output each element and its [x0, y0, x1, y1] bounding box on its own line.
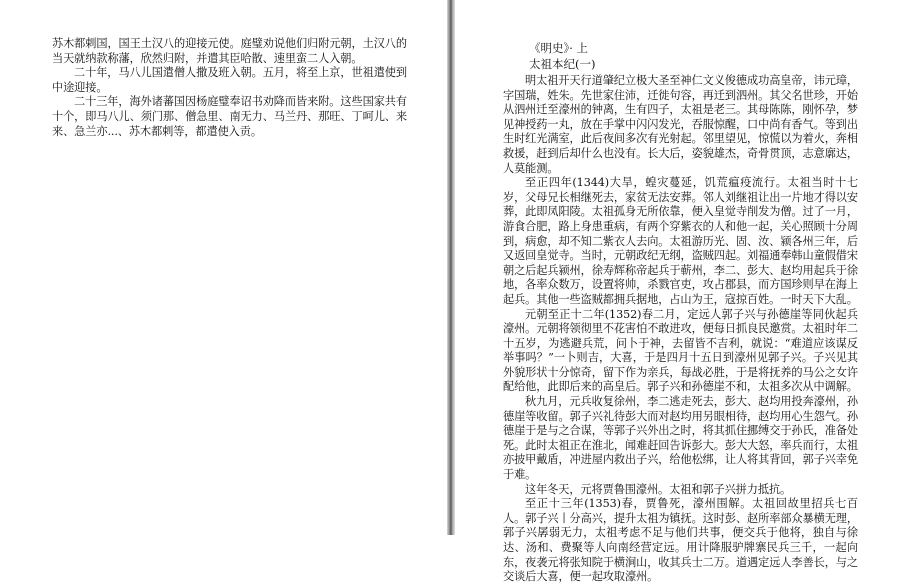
section-heading: 太祖本纪(一) [529, 57, 596, 71]
paragraph: 至正十三年(1353)春，贾鲁死，濠州围解。太祖回故里招兵七百人。郭子兴丨分高兴，提升太祖为镇抚。这时彭、赵所率部众暴横无理，郭子兴孱弱无力，太祖考虑不足与他们共事，便交兵于他将，独自与徐达、汤和、费聚等人向南经营定远。用计降服驴牌寨民兵三千，一起向东，夜袭元将张知院于横涧山，收其兵士二万。道遇定远人李善长，与之交谈后大喜，便一起攻取濠州。 [503, 497, 858, 584]
paragraph: 苏木都剌国，国王土汉八的迎接元使。庭璧劝说他们归附元朝，土汉八的当天就纳款称藩，欣然归附，并遣其臣哈散、速里蛮二人入朝。 [52, 37, 407, 65]
paragraph: 明太祖开天行道肇纪立极大圣至神仁文义俊德成功高皇帝，讳元璋，字国瑞，姓朱。先世家住沛，迁徙句容，再迁到泗州。其父名世珍，开始从泗州迁至濠州的钟离，生有四子，太祖是老三。其母陈陈，刚怀孕，梦见神授药一丸，放在手掌中闪闪发光，吞服惊醒，口中尚有香气。等到出生时红光满室，此后夜间多次有光射起。邻里望见，惊慌以为着火，奔相救援，赶到后却什么也没有。长大后，姿貌雄杰，奇骨贯顶，志意廓达，人莫能测。 [503, 74, 858, 175]
book-title: 《明史》· 上 [529, 41, 589, 55]
right-page [455, 0, 900, 584]
left-page [0, 0, 447, 535]
paragraph: 元朝至正十二年(1352)春二月，定远人郭子兴与孙德崖等同伙起兵濠州。元朝将领彻里不花害怕不敢进攻，便每日抓良民邀赏。太祖时年二十五岁，为逃避兵荒，问卜于神，去留皆不吉利，就说：“难道应该谋反举事吗？”一卜则吉，大喜，于是四月十五日到濠州见郭子兴。子兴见其外貌形状十分惊奇，留下作为亲兵，每战必胜，于是将抚养的马公之女许配给他，此即后来的高皇后。郭子兴和孙德崖不和，太祖多次从中调解。 [503, 307, 858, 394]
paragraph: 二十年，马八儿国遣僧人撒及班入朝。五月，将至上京，世祖遣使到中途迎接。 [52, 66, 407, 94]
paragraph: 至正四年(1344)大旱，蝗灾蔓延，饥荒瘟疫流行。太祖当时十七岁，父母兄长相继死去，家贫无法安葬。邻人刘继祖让出一片地才得以安葬，此即凤阳陵。太祖孤身无所依靠，便入皇觉寺削发为僧。过了一月，游食合肥，路上身患重病，有两个穿紫衣的人和他一起，关心照顾十分周到，病愈，却不知二紫衣人去向。太祖游历光、固、汝、颍各州三年，后又返回皇觉寺。当时，元朝政纪无纲，盗贼四起。刘福通奉韩山童假借宋朝之后起兵颍州，徐寿辉称帝起兵于蕲州，李二、彭大、赵均用起兵于徐地，各率众数万，设置将帅，杀戮官吏，攻占郡县，而方国珍则早在海上起兵。其他一些盗贼都拥兵据地，占山为王，寇掠百姓。一时天下大乱。 [503, 176, 858, 306]
page-gutter [447, 0, 455, 535]
paragraph: 秋九月，元兵收复徐州，李二逃走死去，彭大、赵均用投奔濠州，孙德崖等收留。郭子兴礼待彭大而对赵均用另眼相待，赵均用心生怨气。孙德崖于是与之合谋，等郭子兴外出之时，将其抓住挪缚交于孙氏，准备处死。此时太祖正在淮北，闻难赶回告诉彭大。彭大大怒，率兵而行，太祖亦披甲戴盾，冲进屋内救出子兴，给他松绑，让人将其背回，郭子兴幸免于难。 [503, 395, 858, 482]
paragraph: 这年冬天，元将贾鲁围濠州。太祖和郭子兴拼力抵抗。 [525, 482, 792, 496]
paragraph: 二十三年，海外诸蕃国因杨庭璧奉诏书劝降而皆来附。这些国家共有十个，即马八儿、须门那、僧急里、南无力、马兰丹、那旺、丁呵儿、来来、急兰亦...、苏木都剌等，都遣使入贡。 [52, 95, 407, 138]
